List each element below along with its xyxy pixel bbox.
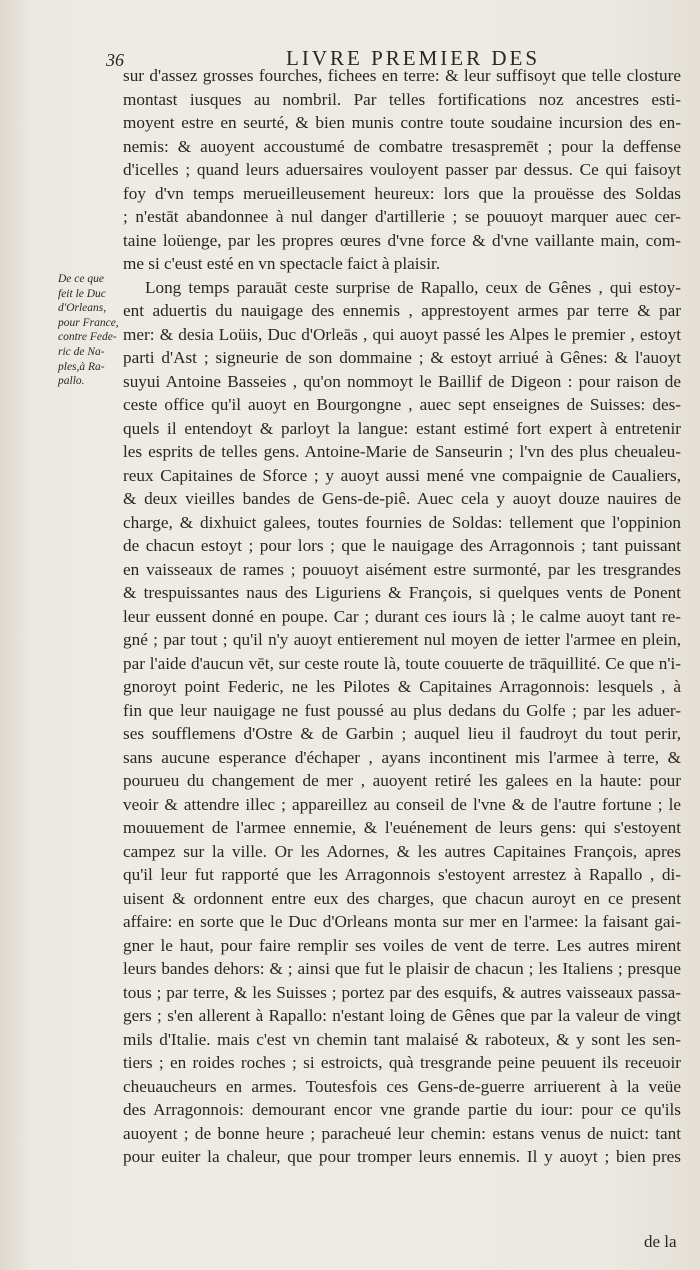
text-line: foy d'vn temps merueilleusement heureux: lors que la prouësse des Soldas (123, 183, 681, 203)
text-line: pour euiter la chaleur, que pour tromper leurs ennemis. Il y auoyt ; bien pres (123, 1147, 681, 1166)
text-line: parti d'Ast ; signeurie de son dommaine ; & estoyt arriué à Gênes: & l'auoyt (123, 348, 681, 367)
text-line: mouuement de l'armee ennemie, & l'euénement de leurs gens: qui s'estoyent (123, 818, 681, 837)
marginal-note (58, 272, 120, 389)
text-line: nemis: & auoyent accoustumé de combatre tresaspremēt ; pour la deffense (123, 136, 681, 156)
text-line: de chacun estoyt ; pour lors ; que le nauigage des Arragonnois ; tant puissant (123, 536, 681, 555)
marginal-note-line: ples,à Ra- (58, 360, 105, 373)
text-line: Long temps parauāt ceste surprise de Rapallo, ceux de Gênes , qui estoy- (145, 277, 681, 297)
text-line: des Arragonnois: demourant encor vne grande partie du iour: pour ce qu'ils (123, 1100, 681, 1119)
text-line: tiers ; en roides roches ; si estroicts, quà tresgrande peine peuuent ils receuoir (123, 1053, 681, 1072)
text-line: auoyent ; de bonne heure ; paracheué leur chemin: estans venus de nuict: tant (123, 1123, 681, 1143)
text-line: charge, & dixhuict galees, toutes fournies de Soldas: tellement que l'oppinion (123, 512, 681, 532)
text-line: ent aduertis du nauigage des ennemis , apprestoyent armes par terre & par (123, 301, 681, 320)
marginal-note-line: pallo. (58, 375, 85, 388)
body-text (123, 64, 681, 1169)
text-line: & trespuissantes naus des Liguriens & François, si quelques vents de Ponent (123, 583, 681, 602)
text-line: ses soufflemens d'Ostre & de Garbin ; auquel lieu il faudroyt du tout perir, (123, 724, 681, 743)
text-line: sans aucune esperance d'échaper , ayans incontinent mis l'armee à terre, & (123, 747, 681, 767)
text-line: taine loüenge, par les propres œures d'vne force & d'vne vaillante main, com- (123, 230, 681, 250)
text-line: affaire: en sorte que le Duc d'Orleans monta sur mer en l'armee: la faisant gai- (123, 912, 681, 931)
catchword: de la (644, 1232, 677, 1251)
text-line: qu'il leur fut rapporté que les Arragonnois s'estoyent arrestez à Rapallo , di- (123, 865, 681, 884)
text-line: par l'aide d'aucun vēt, sur ceste route là, toute couuerte de trāquillité. Ce que n'i- (123, 653, 681, 673)
text-line: suyui Antoine Basseies , qu'on nommoyt le Baillif de Digeon : pour raison de (123, 371, 681, 391)
marginal-note-line: contre Fede- (58, 331, 117, 344)
text-line: reux Capitaines de Sforce ; y auoyt aussi mené vne compaignie de Caualiers, (123, 465, 681, 485)
text-line: gers ; s'en allerent à Rapallo: n'estant loing de Gênes que par la valeur de vingt (123, 1006, 681, 1025)
text-line: cheuaucheurs en armes. Toutesfois ces Gens-de-guerre arriuerent à la veüe (123, 1076, 681, 1096)
text-line: tous ; par terre, & les Suisses ; portez par des esquifs, & autres vaisseaux passa- (123, 982, 681, 1002)
text-line: montast iusques au nombril. Par telles fortifications noz ancestres esti- (123, 89, 681, 109)
folio-number: 36 (106, 50, 124, 70)
text-line: les esprits de telles gens. Antoine-Marie de Sanseurin ; l'vn des plus cheualeu- (123, 442, 681, 461)
running-head: LIVRE PREMIER DES (286, 46, 541, 70)
text-line: fin que leur nauigage ne fust poussé au plus dedans du Golfe ; par les aduer- (123, 700, 681, 720)
text-line: mer: & desia Loüis, Duc d'Orleās , qui auoyt passé les Alpes le premier , estoyt (123, 324, 681, 344)
text-line: campez sur la ville. Or les Adornes, & les autres Capitaines François, apres (123, 841, 681, 861)
text-line: leurs bandes dehors: & ; ainsi que fut le plaisir de chacun ; les Italiens ; presque (123, 959, 681, 978)
text-line: ceste office qu'il auoyt en Bourgongne , auec sept enseignes de Suisses: des- (123, 395, 681, 414)
text-line: gner le haut, pour faire remplir ses voiles de vent de terre. Les autres mirent (123, 935, 681, 955)
text-line: & deux vieilles bandes de Gens-de-piê. Auec cela y auoyt douze nauires de (123, 489, 681, 508)
text-line: leur eussent donné en poupe. Car ; durant ces iours là ; le calme auoyt tant re- (123, 606, 681, 626)
text-line: moyent estre en seurté, & bien munis contre toute soudaine incursion des en- (123, 113, 681, 132)
text-line: veoir & attendre illec ; appareillez au conseil de l'vne & de l'autre fortune ; le (123, 794, 681, 814)
text-line: uisent & ordonnent entre eux des charges, que chacun auroyt en ce present (123, 888, 681, 908)
marginal-note-line: d'Orleans, (58, 302, 107, 315)
text-line: sur d'assez grosses fourches, fichees en terre: & leur suffisoyt que telle closture (123, 66, 681, 85)
text-line: d'icelles ; quand leurs aduersaires vouloyent passer par dessus. Ce qui faisoyt (123, 160, 681, 179)
text-line: quels il entendoyt & parloyt la langue: estant estimé fort expert à entretenir (123, 418, 681, 438)
marginal-note-line: De ce que (58, 273, 104, 285)
text-line: ; n'estāt abandonnee à nul danger d'artillerie ; se pouuoyt marquer auec cer- (123, 207, 681, 226)
text-line: en vaisseaux de rames ; pouuoyt aisément estre surmonté, par les tresgrandes (123, 559, 681, 579)
marginal-note-line: feit le Duc (58, 287, 106, 300)
text-line: gné ; par tout ; qu'il n'y auoyt entierement nul moyen de ietter l'armee en plein, (123, 630, 681, 649)
marginal-note-line: pour France, (58, 316, 119, 329)
text-line: me si c'eust esté en vn spectacle faict à plaisir. (123, 254, 441, 273)
marginal-note-line: ric de Na- (58, 345, 105, 358)
text-line: gnoroyt point Federic, ne les Pilotes & Capitaines Arragonnois: lesquels , à (123, 677, 681, 696)
text-line: pourueu du changement de mer , auoyent retiré les galees en la haute: pour (123, 771, 681, 790)
text-line: mils d'Italie. mais c'est vn chemin tant malaisé & raboteux, & y sont les sen- (123, 1029, 681, 1049)
